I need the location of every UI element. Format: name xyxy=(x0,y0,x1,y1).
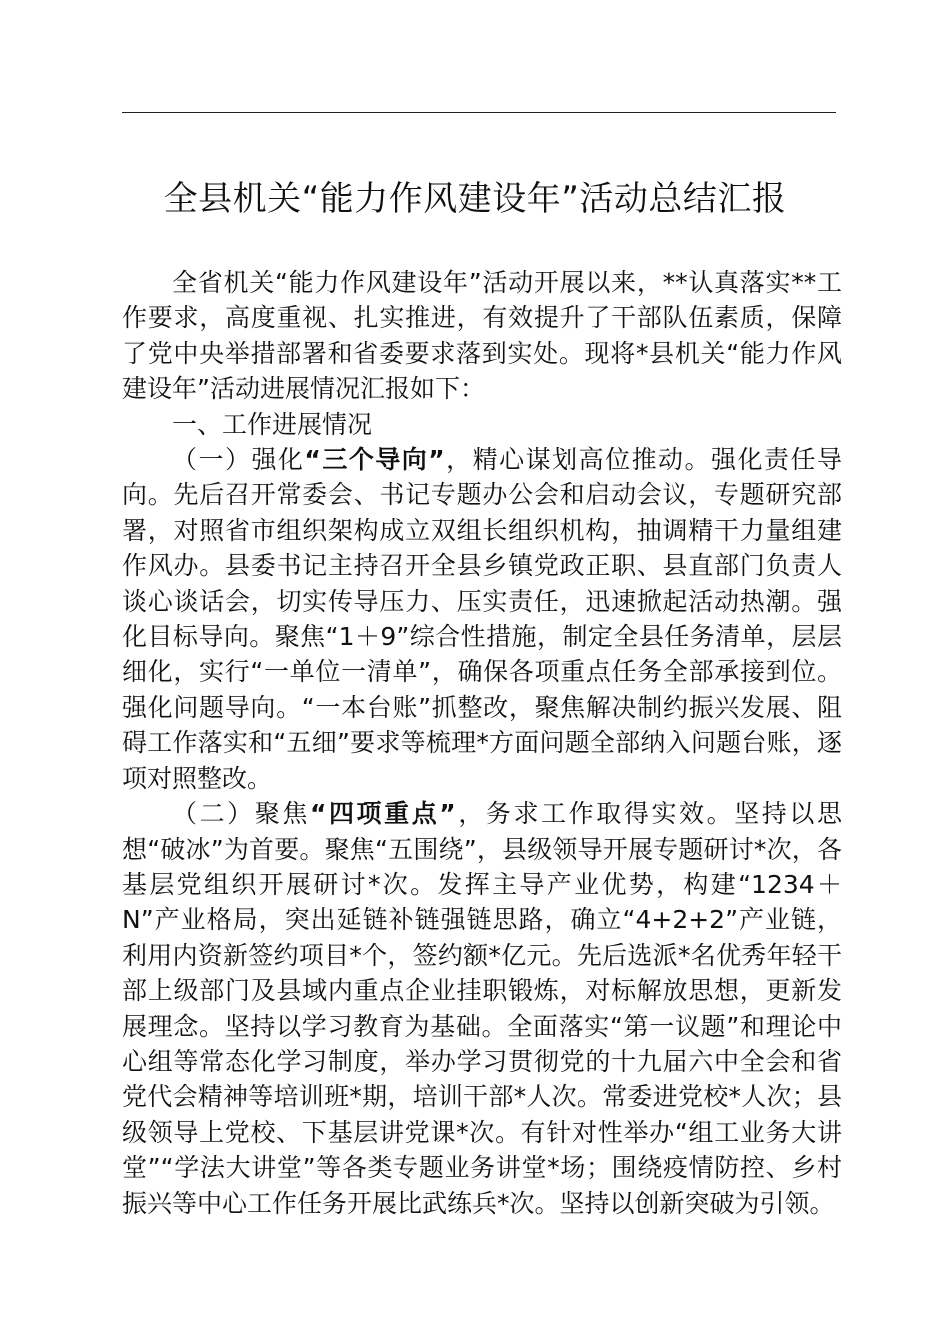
paragraph-1-body: ，精心谋划高位推动。强化责任导向。先后召开常委会、书记专题办公会和启动会议，专题研究部署，对照省市组织架构成立双组长组织机构，抽调精干力量组建作风办。县委书记主持召开全县乡镇党政正职、县直部门负责人谈心谈话会，切实传导压力、压实责任，迅速掀起活动热潮。强化目标导向。聚焦“1＋9”综合性措施，制定全县任务清单，层层细化，实行“一单位一清单”，确保各项重点任务全部承接到位。强化问题导向。“一本台账”抓整改，聚焦解决制约振兴发展、阻碍工作落实和“五细”要求等梳理*方面问题全部纳入问题台账，逐项对照整改。 xyxy=(122,445,842,793)
header-rule xyxy=(122,112,836,113)
paragraph-1-emphasis: “三个导向” xyxy=(304,445,445,475)
paragraph-1 xyxy=(122,442,842,796)
document-body xyxy=(122,265,842,1221)
intro-paragraph: 全省机关“能力作风建设年”活动开展以来，**认真落实**工作要求，高度重视、扎实推进，有效提升了干部队伍素质，保障了党中央举措部署和省委要求落到实处。现将*县机关“能力作风建设年”活动进展情况汇报如下： xyxy=(122,268,842,404)
section-heading: 一、工作进展情况 xyxy=(172,409,373,439)
paragraph-2-emphasis: “四项重点” xyxy=(309,799,456,829)
paragraph-2 xyxy=(122,796,842,1221)
paragraph-2-lead: （二）聚焦 xyxy=(172,799,310,829)
document-title: 全县机关“能力作风建设年”活动总结汇报 xyxy=(163,179,787,219)
paragraph-2-body: ，务求工作取得实效。坚持以思想“破冰”为首要。聚焦“五围绕”，县级领导开展专题研讨*次，各基层党组织开展研讨*次。发挥主导产业优势，构建“1234＋N”产业格局，突出延链补链强链思路，确立“4+2+2”产业链，利用内资新签约项目*个，签约额*亿元。先后选派*名优秀年轻干部上级部门及县域内重点企业挂职锻炼，对标解放思想，更新发展理念。坚持以学习教育为基础。全面落实“第一议题”和理论中心组等常态化学习制度，举办学习贯彻党的十九届六中全会和省党代会精神等培训班*期，培训干部*人次。常委进党校*人次；县级领导上党校、下基层讲党课*次。有针对性举办“组工业务大讲堂”“学法大讲堂”等各类专题业务讲堂*场；围绕疫情防控、乡村振兴等中心工作任务开展比武练兵*次。坚持以创新突破为引领。 xyxy=(122,799,842,1218)
paragraph-1-lead: （一）强化 xyxy=(172,445,305,475)
